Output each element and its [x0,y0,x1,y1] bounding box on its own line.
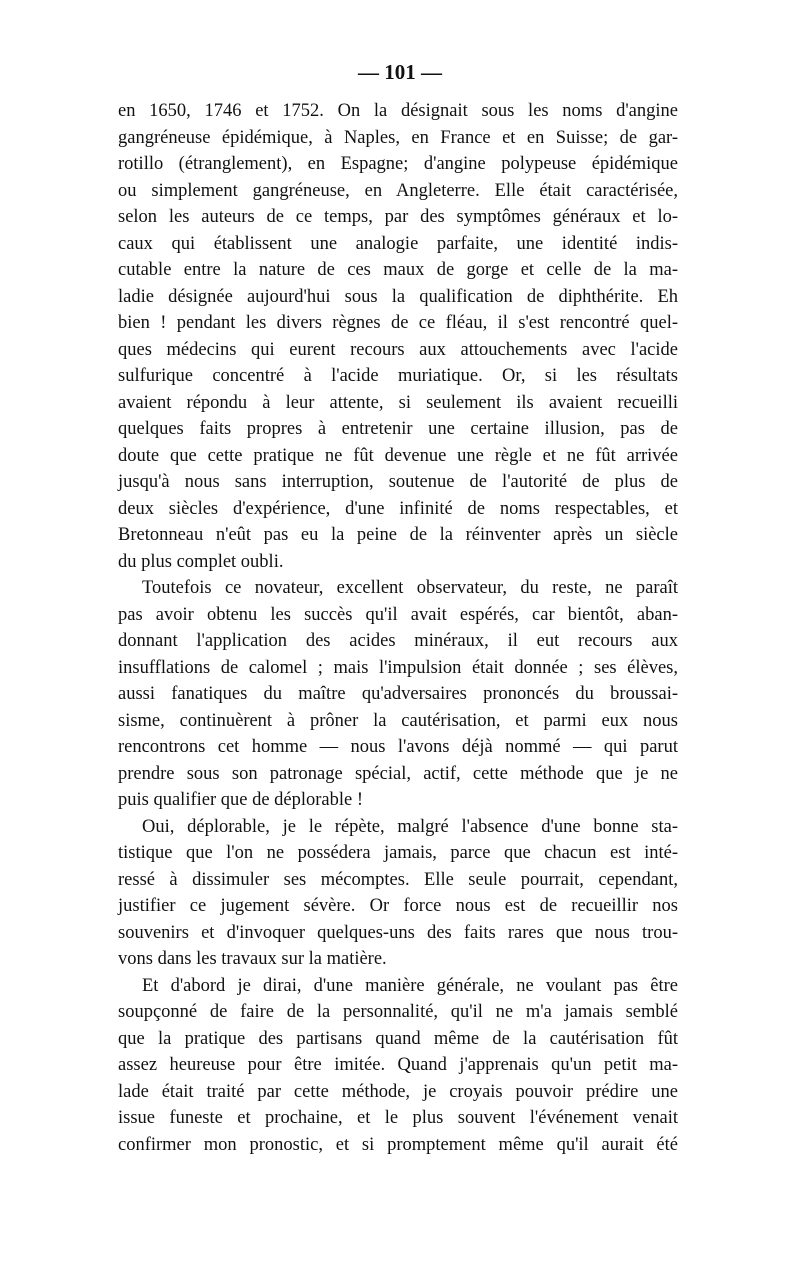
paragraph [118,973,678,1159]
text-line: Oui, déplorable, je le répète, malgré l'absence d'une bonne sta- [142,816,678,837]
text-line: en 1650, 1746 et 1752. On la désignait sous les noms d'angine [118,101,678,121]
page-number: — 101 — [358,60,442,84]
text-line: justifier ce jugement sévère. Or force nous est de recueillir nos [118,896,678,916]
text-line: ladie désignée aujourd'hui sous la qualification de diphthérite. Eh [118,286,678,307]
text-line: sulfurique concentré à l'acide muriatique. Or, si les résultats [118,366,678,386]
text-line: deux siècles d'expérience, d'une infinité de noms respectables, et [118,498,678,519]
text-line: tistique que l'on ne possédera jamais, parce que chacun est inté- [118,843,678,863]
text-line: issue funeste et prochaine, et le plus souvent l'événement venait [118,1108,678,1128]
text-line: donnant l'application des acides minéraux, il eut recours aux [118,631,678,651]
text-line: soupçonné de faire de la personnalité, qu'il ne m'a jamais semblé [118,1002,678,1022]
text-line: souvenirs et d'invoquer quelques-uns des faits rares que nous trou- [118,922,678,943]
text-line: lade était traité par cette méthode, je croyais pouvoir prédire une [118,1081,678,1102]
paragraph [118,575,678,814]
text-line: pas avoir obtenu les succès qu'il avait espérés, car bientôt, aban- [118,604,678,625]
text-line: puis qualifier que de déplorable ! [118,790,364,810]
text-line: Bretonneau n'eût pas eu la peine de la réinventer après un siècle [118,525,678,545]
text-line: Et d'abord je dirai, d'une manière générale, ne voulant pas être [142,975,678,996]
text-line: ou simplement gangréneuse, en Angleterre. Elle était caractérisée, [118,180,678,201]
text-line: Toutefois ce novateur, excellent observateur, du reste, ne paraît [142,578,678,598]
text-line: confirmer mon pronostic, et si promptement même qu'il aurait été [118,1134,678,1155]
text-line: rencontrons cet homme — nous l'avons déjà nommé — qui parut [118,737,678,757]
text-line: ques médecins qui eurent recours aux attouchements avec l'acide [118,339,678,360]
paragraph [118,814,678,973]
text-line: gangréneuse épidémique, à Naples, en France et en Suisse; de gar- [118,127,678,148]
text-line: doute que cette pratique ne fût devenue une règle et ne fût arrivée [118,445,678,466]
text-line: selon les auteurs de ce temps, par des symptômes généraux et lo- [118,207,678,227]
text-line: aussi fanatiques du maître qu'adversaires prononcés du broussai- [118,684,678,704]
text-line: insufflations de calomel ; mais l'impulsion était donnée ; ses élèves, [118,657,678,678]
text-line: sisme, continuèrent à prôner la cautérisation, et parmi eux nous [118,710,678,731]
body-text [118,98,678,1158]
text-line: quelques faits propres à entretenir une certaine illusion, pas de [118,419,678,439]
text-line: du plus complet oubli. [118,551,284,572]
text-line: ressé à dissimuler ses mécomptes. Elle seule pourrait, cependant, [118,869,678,890]
text-line: que la pratique des partisans quand même de la cautérisation fût [118,1028,678,1049]
paragraph [118,98,678,575]
text-line: jusqu'à nous sans interruption, soutenue de l'autorité de plus de [118,472,678,492]
text-line: prendre sous son patronage spécial, actif, cette méthode que je ne [118,763,678,784]
text-line: rotillo (étranglement), en Espagne; d'angine polypeuse épidémique [118,154,678,174]
text-line: assez heureuse pour être imitée. Quand j'apprenais qu'un petit ma- [118,1055,678,1075]
text-line: avaient répondu à leur attente, si seulement ils avaient recueilli [118,392,678,413]
text-line: vons dans les travaux sur la matière. [118,949,387,969]
text-line: cutable entre la nature de ces maux de gorge et celle de la ma- [118,260,678,280]
text-line: bien ! pendant les divers règnes de ce fléau, il s'est rencontré quel- [118,313,678,333]
text-line: caux qui établissent une analogie parfaite, une identité indis- [118,233,678,254]
